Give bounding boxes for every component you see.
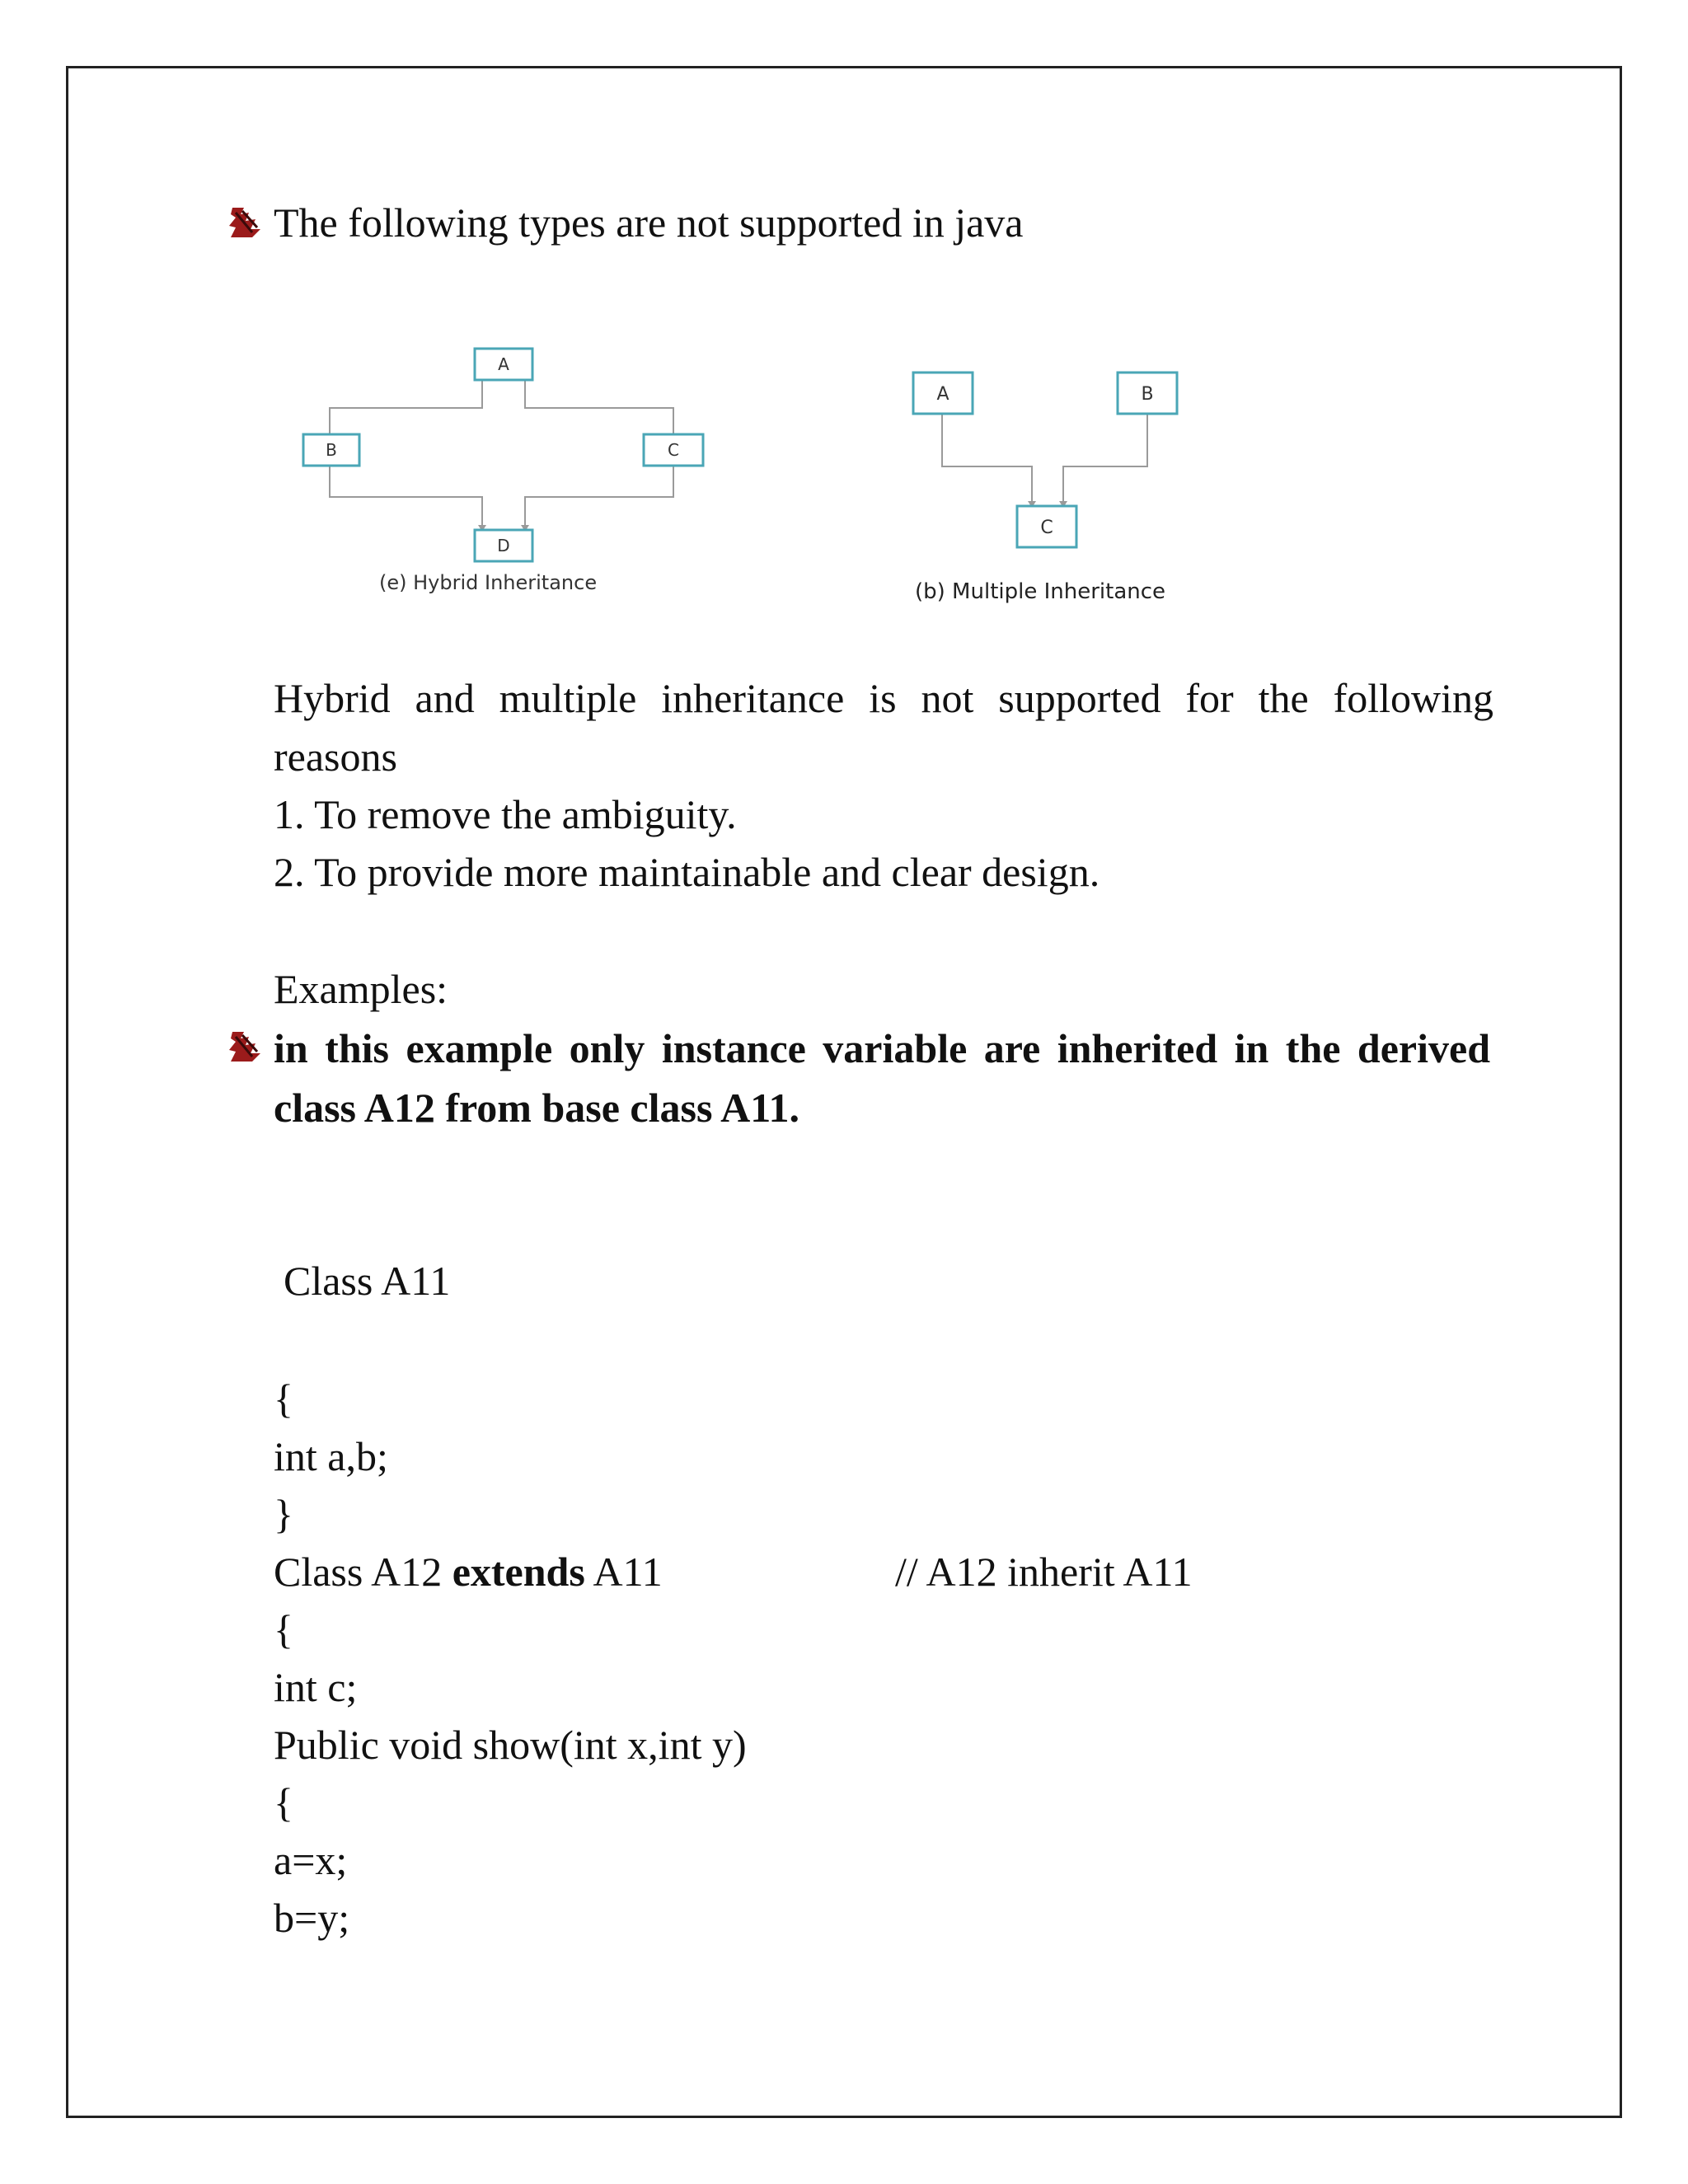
reason-item-1: 1. To remove the ambiguity. <box>274 791 737 837</box>
svg-text:B: B <box>326 440 337 460</box>
svg-text:C: C <box>668 440 679 460</box>
code-line: Public void show(int x,int y) <box>274 1722 747 1768</box>
code-comment: // A12 inherit A11 <box>895 1549 1193 1595</box>
example-description: in this example only instance variable are inherited in the derived class A12 from base class A11. <box>274 1025 1490 1131</box>
code-line: a=x; <box>274 1837 348 1883</box>
node-a <box>475 349 532 380</box>
svg-text:A: A <box>936 384 950 405</box>
reason-item-2: 2. To provide more maintainable and clear design. <box>274 849 1100 895</box>
svg-text:D: D <box>497 536 510 555</box>
examples-label: Examples: <box>274 966 448 1012</box>
code-line: int a,b; <box>274 1433 388 1479</box>
node-b <box>303 434 359 466</box>
node-b <box>1118 373 1177 414</box>
code-class-a12-prefix: Class A12 <box>274 1549 452 1595</box>
code-close-brace: } <box>274 1491 293 1537</box>
bullet-icon <box>227 204 264 241</box>
node-d <box>475 530 532 561</box>
reasons-intro: Hybrid and multiple inheritance is not supported for the following reasons <box>274 675 1493 780</box>
svg-text:C: C <box>1040 518 1053 538</box>
multiple-inheritance-diagram <box>898 363 1261 610</box>
code-line: b=y; <box>274 1895 350 1941</box>
extends-keyword: extends <box>452 1549 585 1595</box>
svg-text:A: A <box>498 354 509 374</box>
svg-text:B: B <box>1141 384 1154 405</box>
node-a <box>913 373 973 414</box>
code-open-brace: { <box>274 1376 293 1422</box>
code-class-a12-suffix: A11 <box>584 1549 663 1595</box>
code-open-brace: { <box>274 1779 293 1825</box>
code-line: int c; <box>274 1664 358 1710</box>
intro-bullet-text: The following types are not supported in java <box>274 199 1024 246</box>
code-class-a11: Class A11 <box>284 1258 451 1304</box>
node-c <box>644 434 703 466</box>
bullet-icon <box>227 1029 264 1065</box>
code-class-a12 <box>274 1548 663 1596</box>
multiple-caption: (b) Multiple Inheritance <box>915 579 1166 604</box>
code-open-brace: { <box>274 1606 293 1652</box>
hybrid-caption: (e) Hybrid Inheritance <box>379 571 598 594</box>
hybrid-inheritance-diagram <box>280 334 742 606</box>
node-c <box>1017 506 1076 547</box>
